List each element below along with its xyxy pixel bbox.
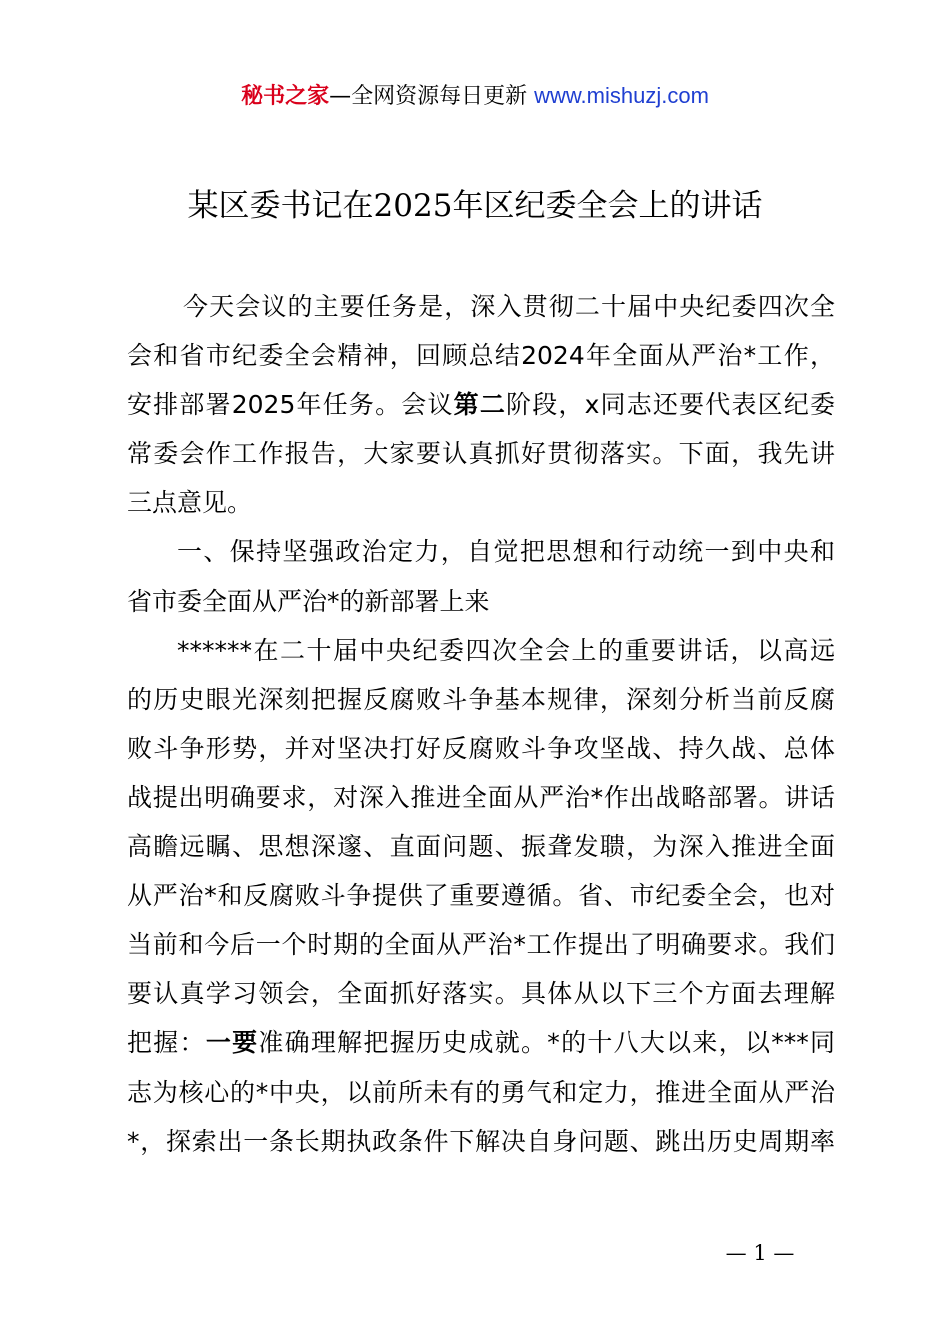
page-number: — 1 —: [725, 1241, 795, 1265]
section-heading-1-line-1: 一、保持坚强政治定力，自觉把思想和行动统一到中央和: [177, 537, 835, 567]
paragraph-3-line-11: *，探索出一条长期执政条件下解决自身问题、跳出历史周期率: [127, 1126, 835, 1156]
paragraph-3-line-9-part-1: 把握：: [127, 1028, 206, 1058]
paragraph-1-line-2: 会和省市纪委全会精神，回顾总结2024年全面从严治*工作，: [127, 341, 835, 371]
paragraph-3-line-9-part-2: 准确理解把握历史成就。*的十八大以来，以***同: [258, 1028, 835, 1058]
paragraph-3-line-3: 败斗争形势，并对坚决打好反腐败斗争攻坚战、持久战、总体: [127, 733, 835, 763]
site-brand: 秘书之家: [241, 84, 330, 109]
paragraph-1-line-1: 今天会议的主要任务是，深入贯彻二十届中央纪委四次全: [183, 292, 835, 321]
paragraph-3-line-2: 的历史眼光深刻把握反腐败斗争基本规律，深刻分析当前反腐: [127, 684, 835, 714]
paragraph-1-line-3: [127, 380, 835, 429]
emphasis-first-point: 一要: [205, 1028, 259, 1058]
paragraph-3-line-5: 高瞻远瞩、思想深邃、直面问题、振聋发聩，为深入推进全面: [127, 832, 835, 862]
paragraph-3-line-8: 要认真学习领会，全面抓好落实。具体从以下三个方面去理解: [127, 979, 835, 1009]
site-url-link[interactable]: www.mishuzj.com: [534, 83, 709, 108]
emphasis-second-stage: 第二: [453, 390, 507, 420]
document-body: [127, 282, 835, 1166]
paragraph-1-line-3-part-2: 阶段，x同志还要代表区纪委: [506, 390, 836, 420]
paragraph-3-line-9: [127, 1018, 835, 1067]
paragraph-3-line-10: 志为核心的*中央，以前所未有的勇气和定力，推进全面从严治: [127, 1077, 835, 1107]
document-title: 某区委书记在2025年区纪委全会上的讲话: [187, 188, 763, 224]
paragraph-1-line-5: 三点意见。: [127, 488, 253, 518]
site-tagline: —全网资源每日更新: [329, 84, 528, 109]
paragraph-3-line-1: ******在二十届中央纪委四次全会上的重要讲话，以高远: [177, 635, 835, 665]
paragraph-3-line-6: 从严治*和反腐败斗争提供了重要遵循。省、市纪委全会，也对: [127, 881, 835, 911]
section-heading-1-line-2: 省市委全面从严治*的新部署上来: [127, 586, 490, 616]
paragraph-1-line-3-part-1: 安排部署2025年任务。会议: [127, 390, 454, 420]
paragraph-3-line-4: 战提出明确要求，对深入推进全面从严治*作出战略部署。讲话: [127, 782, 835, 812]
site-header: [0, 80, 950, 113]
paragraph-3-line-7: 当前和今后一个时期的全面从严治*工作提出了明确要求。我们: [127, 930, 835, 960]
paragraph-1-line-4: 常委会作工作报告，大家要认真抓好贯彻落实。下面，我先讲: [127, 439, 835, 469]
